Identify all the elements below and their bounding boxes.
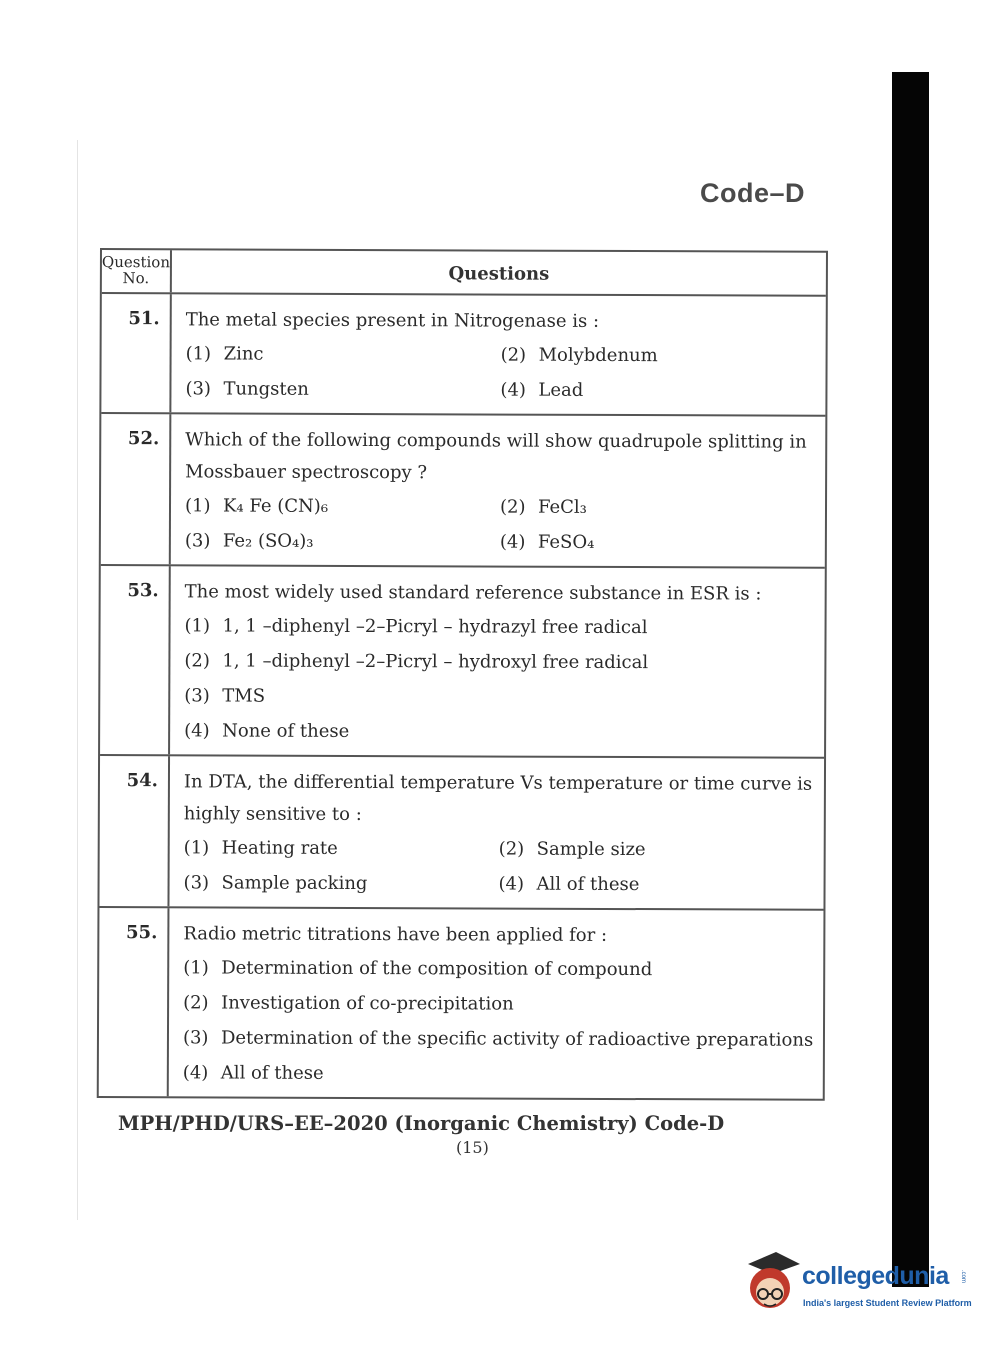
option: (3) Determination of the specific activity of radioactive preparations <box>182 1027 814 1051</box>
brand-tagline: India's largest Student Review Platform <box>803 1298 972 1308</box>
option: (1) Zinc <box>185 343 264 365</box>
collegedunia-watermark <box>742 1250 972 1320</box>
option: (2) Molybdenum <box>500 344 658 367</box>
question-stem: The most widely used standard reference substance in ESR is : <box>184 581 762 605</box>
mascot-icon <box>742 1250 802 1320</box>
question-stem: The metal species present in Nitrogenase is : <box>185 309 600 332</box>
option: (2) Investigation of co-precipitation <box>183 992 514 1015</box>
option: (3) Fe₂ (SO₄)₃ <box>184 530 314 552</box>
question-number: 54. <box>99 756 170 906</box>
page-number: (15) <box>456 1138 489 1157</box>
paper-code: Code–D <box>700 178 806 208</box>
question-row <box>101 414 826 569</box>
option: (4) Lead <box>500 379 584 401</box>
question-number: 52. <box>101 414 172 564</box>
question-row <box>100 566 825 759</box>
option: (4) FeSO₄ <box>499 531 595 553</box>
option: (1) Heating rate <box>183 837 338 859</box>
option: (4) None of these <box>184 720 350 742</box>
question-table <box>97 248 828 1101</box>
question-row <box>99 756 824 911</box>
question-row <box>101 294 825 417</box>
option: (1) K₄ Fe (CN)₆ <box>184 495 329 517</box>
option: (2) Sample size <box>498 838 646 861</box>
option: (3) Sample packing <box>183 872 368 895</box>
option: (4) All of these <box>182 1062 324 1084</box>
question-row <box>99 908 824 1099</box>
option: (2) FeCl₃ <box>499 496 587 518</box>
question-no-header: Question No. <box>102 250 172 292</box>
option: (1) 1, 1 –diphenyl –2–Picryl – hydrazyl free radical <box>184 615 648 639</box>
question-number: 55. <box>99 908 170 1096</box>
option: (2) 1, 1 –diphenyl –2–Picryl – hydroxyl free radical <box>184 650 649 674</box>
question-stem: In DTA, the differential temperature Vs temperature or time curve is highly sensitive to : <box>183 771 813 826</box>
option: (3) Tungsten <box>185 378 309 400</box>
question-stem: Radio metric titrations have been applied for : <box>183 923 608 946</box>
question-number: 51. <box>101 294 171 412</box>
brand-domain: .com <box>960 1270 966 1284</box>
exam-footer-title: MPH/PHD/URS–EE–2020 (Inorganic Chemistry) Code-D <box>118 1112 725 1135</box>
questions-header: Questions <box>448 263 550 285</box>
table-header <box>102 250 826 297</box>
option: (4) All of these <box>498 873 640 896</box>
question-stem: Which of the following compounds will show quadrupole splitting in Mossbauer spectroscopy ? <box>185 429 807 484</box>
question-number: 53. <box>100 566 171 754</box>
option: (3) TMS <box>184 685 266 707</box>
option: (1) Determination of the composition of compound <box>183 957 653 981</box>
scan-border-bar <box>892 72 929 1287</box>
brand-name: collegedunia <box>802 1262 949 1290</box>
page-edge-line <box>77 140 78 1220</box>
